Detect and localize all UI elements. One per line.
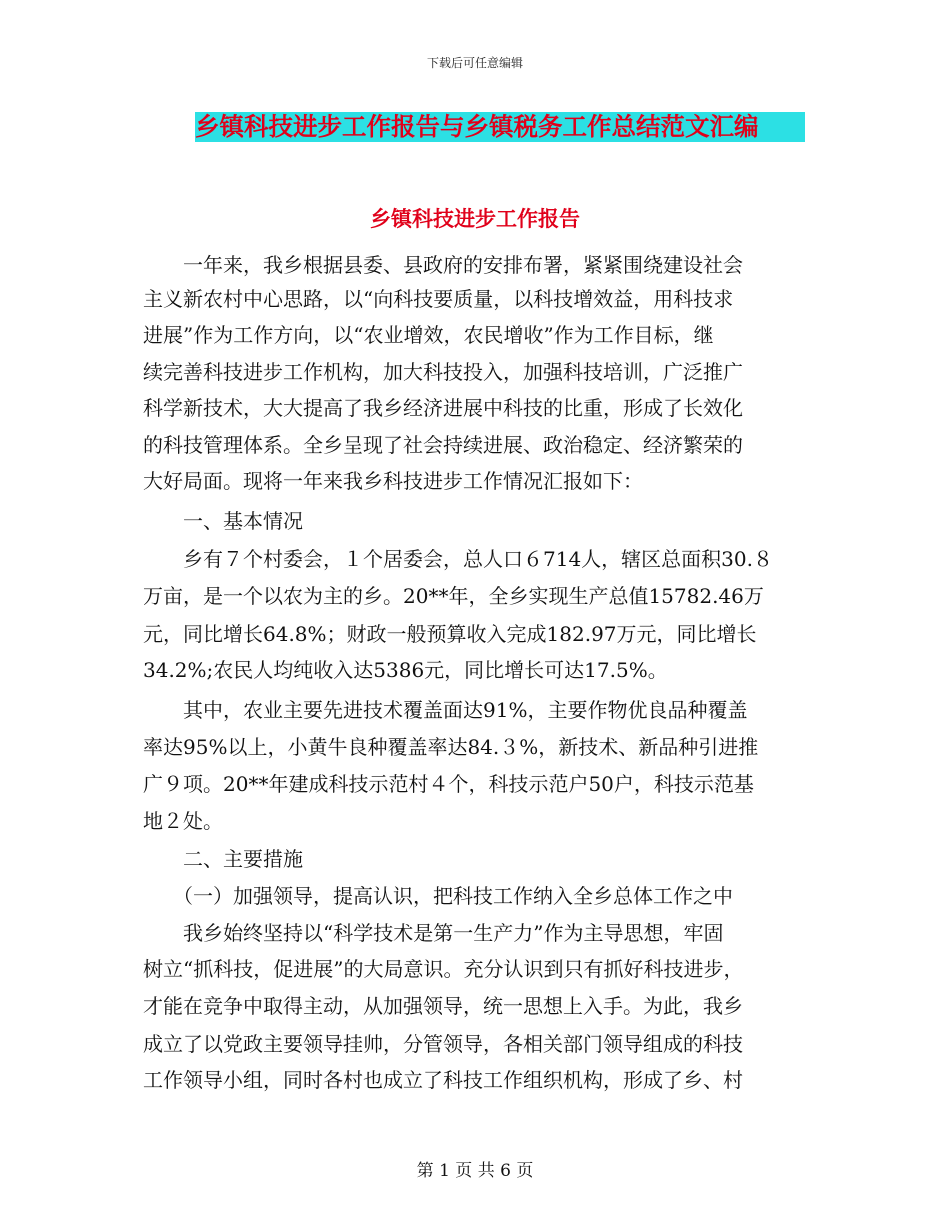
- subheading-leadership: （一）加强领导，提高认识，把科技工作纳入全乡总体工作之中: [143, 884, 733, 908]
- download-note: 下载后可任意编辑: [426, 56, 523, 70]
- text-line: 进展”作为工作方向，以“农业增效，农民增收”作为工作目标，继: [143, 323, 714, 347]
- text-line: 广９项。20**年建成科技示范村４个，科技示范户50户，科技示范基: [143, 772, 754, 796]
- section-title: 乡镇科技进步工作报告: [370, 207, 580, 231]
- text-line: 主义新农村中心思路，以“向科技要质量，以科技增效益，用科技求: [143, 287, 734, 311]
- page-footer: 第 1 页 共 6 页: [416, 1161, 534, 1181]
- heading-main-measures: 二、主要措施: [143, 847, 303, 871]
- document-title: 乡镇科技进步工作报告与乡镇税务工作总结范文汇编: [195, 112, 805, 142]
- heading-basic-situation: 一、基本情况: [143, 509, 303, 533]
- text-line: 乡有７个村委会，１个居委会，总人口６714人，辖区总面积30.８: [143, 547, 773, 571]
- text-line: 续完善科技进步工作机构，加大科技投入，加强科技培训，广泛推广: [143, 360, 743, 384]
- text-line: 34.2%;农民人均纯收入达5386元，同比增长可达17.5%。: [143, 658, 668, 682]
- text-line: 率达95%以上，小黄牛良种覆盖率达84.３%，新技术、新品种引进推: [143, 735, 759, 759]
- text-line: 一年来，我乡根据县委、县政府的安排布署，紧紧围绕建设社会: [143, 253, 743, 277]
- text-line: 树立“抓科技，促进展”的大局意识。充分认识到只有抓好科技进步，: [143, 957, 744, 981]
- text-line: 工作领导小组，同时各村也成立了科技工作组织机构，形成了乡、村: [143, 1068, 743, 1092]
- text-line: 我乡始终坚持以“科学技术是第一生产力”作为主导思想，牢固: [143, 921, 724, 945]
- text-line: 成立了以党政主要领导挂帅，分管领导，各相关部门领导组成的科技: [143, 1032, 743, 1056]
- text-line: 科学新技术，大大提高了我乡经济进展中科技的比重，形成了长效化: [143, 396, 743, 420]
- text-line: 万亩，是一个以农为主的乡。20**年，全乡实现生产总值15782.46万: [143, 584, 764, 608]
- text-line: 元，同比增长64.8%；财政一般预算收入完成182.97万元，同比增长: [143, 622, 757, 646]
- text-line: 地２处。: [143, 809, 223, 833]
- text-line: 大好局面。现将一年来我乡科技进步工作情况汇报如下：: [143, 469, 643, 493]
- text-line: 才能在竞争中取得主动，从加强领导，统一思想上入手。为此，我乡: [143, 994, 743, 1018]
- text-line: 的科技管理体系。全乡呈现了社会持续进展、政治稳定、经济繁荣的: [143, 433, 743, 457]
- text-line: 其中，农业主要先进技术覆盖面达91%，主要作物优良品种覆盖: [143, 698, 748, 722]
